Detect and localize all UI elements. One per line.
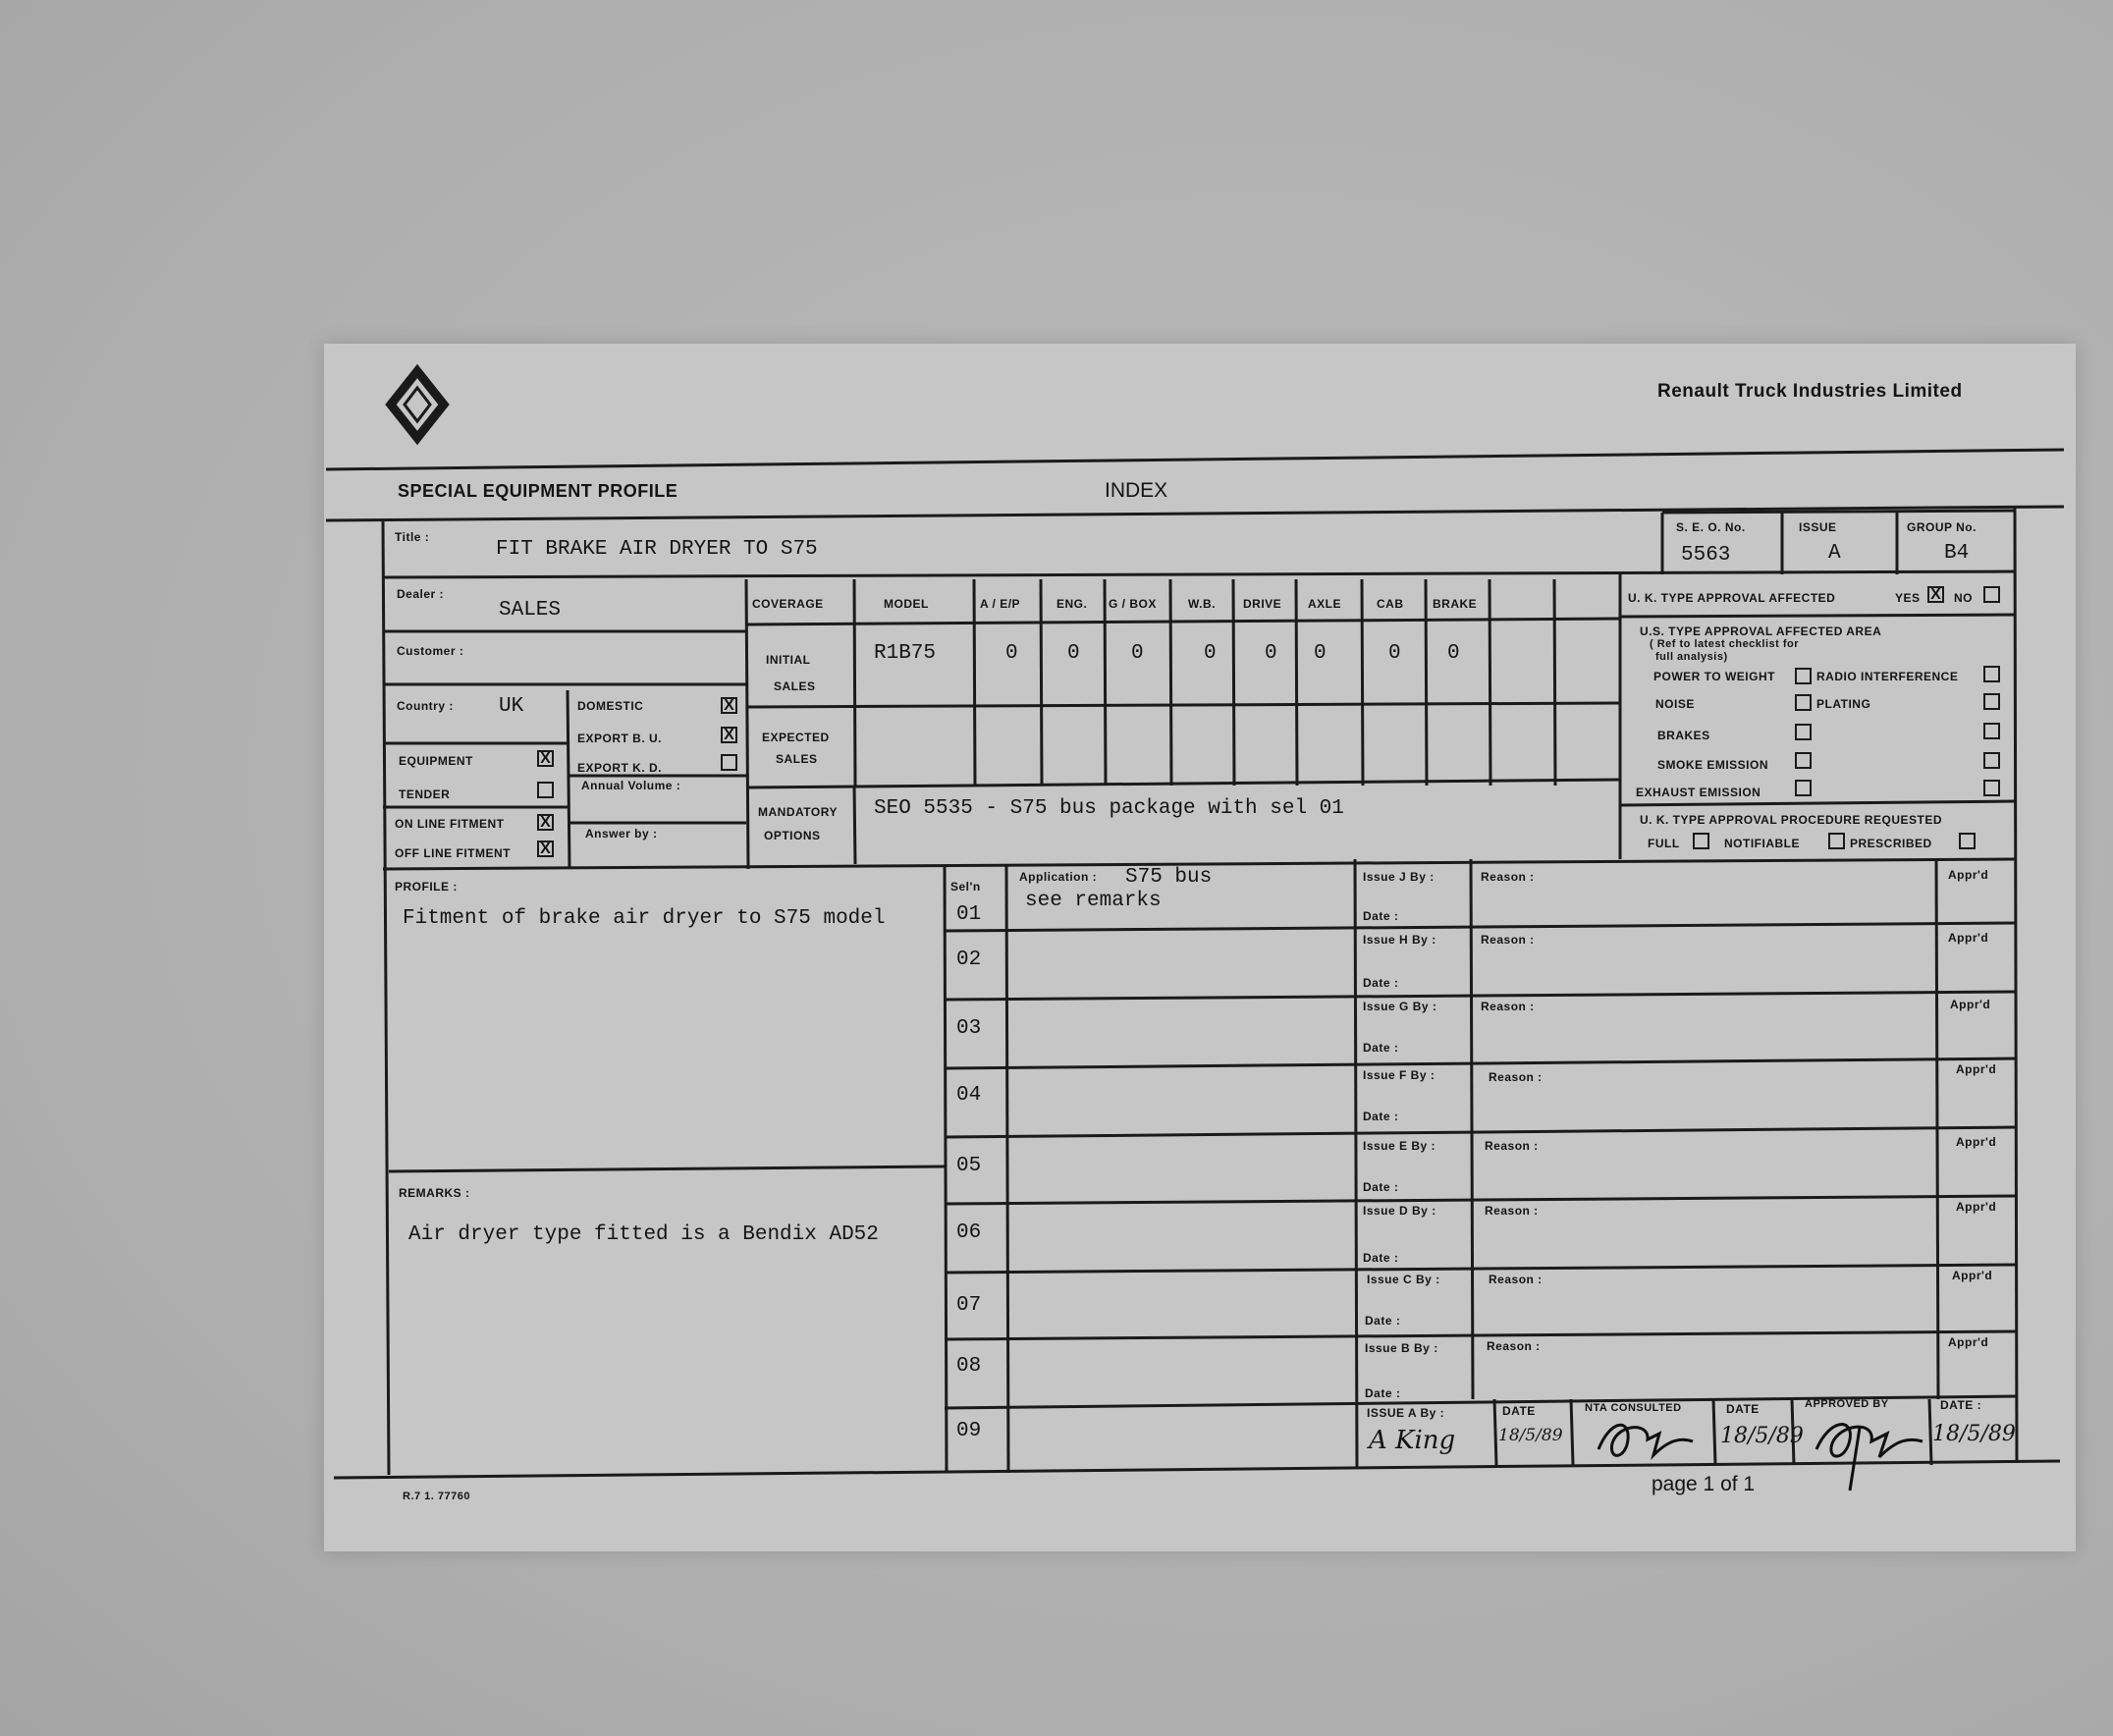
issue-a-label: ISSUE A By : (1367, 1406, 1445, 1420)
title-value: FIT BRAKE AIR DRYER TO S75 (496, 538, 818, 561)
options-label: OPTIONS (764, 829, 821, 842)
nta-signature (1591, 1410, 1699, 1469)
country-label: Country : (397, 699, 454, 713)
sel-02: 02 (956, 949, 982, 971)
full-label: FULL (1648, 837, 1680, 850)
initial-ae-value: 0 (1005, 642, 1018, 665)
us-area-power-label: POWER TO WEIGHT (1653, 670, 1775, 683)
us-area-brakes-checkbox[interactable] (1795, 724, 1812, 740)
uk-no-checkbox[interactable] (1983, 586, 2000, 603)
model-value: R1B75 (874, 642, 937, 665)
answer-by-label: Answer by : (585, 827, 658, 841)
issue-b-reason-label: Reason : (1487, 1339, 1541, 1353)
issue-b-apprd-label: Appr'd (1948, 1335, 1989, 1349)
issue-d-reason-label: Reason : (1485, 1204, 1539, 1218)
issue-b-date-label: Date : (1365, 1386, 1401, 1400)
issue-g-apprd-label: Appr'd (1950, 998, 1991, 1011)
initial-label: INITIAL (766, 653, 811, 667)
country-value: UK (499, 695, 524, 718)
application-value-2: see remarks (1025, 890, 1162, 912)
tender-checkbox[interactable] (537, 782, 554, 798)
footer-ref: R.7 1. 77760 (403, 1491, 470, 1502)
issue-d-label: Issue D By : (1363, 1204, 1436, 1218)
issue-f-date-label: Date : (1363, 1110, 1399, 1123)
issue-h-label: Issue H By : (1363, 933, 1436, 947)
us-area-radio-label: RADIO INTERFERENCE (1816, 670, 1959, 683)
title-label: Title : (395, 530, 430, 544)
approved-signature (1807, 1408, 1929, 1496)
us-area-plating-checkbox[interactable] (1983, 693, 2000, 710)
sel-06: 06 (956, 1221, 982, 1244)
issue-g-date-label: Date : (1363, 1041, 1399, 1055)
issue-c-label: Issue C By : (1367, 1273, 1440, 1286)
date-3-label: DATE : (1940, 1398, 1982, 1412)
initial-drive-value: 0 (1265, 642, 1277, 665)
form-index: INDEX (1105, 479, 1168, 502)
date-2-value: 18/5/89 (1720, 1424, 1804, 1448)
approved-by-label: APPROVED BY (1805, 1398, 1889, 1410)
group-no-value: B4 (1944, 542, 1970, 565)
col-eng: ENG. (1056, 597, 1088, 611)
issue-e-reason-label: Reason : (1485, 1139, 1539, 1153)
seo-no-label: S. E. O. No. (1676, 520, 1746, 534)
us-area-extra-checkbox-1[interactable] (1983, 723, 2000, 739)
mandatory-label: MANDATORY (758, 805, 838, 819)
col-model: MODEL (884, 597, 929, 611)
expected-label: EXPECTED (762, 731, 830, 744)
uk-no-label: NO (1954, 591, 1973, 605)
issue-c-apprd-label: Appr'd (1952, 1269, 1993, 1282)
domestic-checkbox[interactable]: X (721, 697, 737, 714)
issue-e-apprd-label: Appr'd (1956, 1135, 1997, 1149)
issue-j-reason-label: Reason : (1481, 870, 1535, 884)
export-kd-checkbox[interactable] (721, 754, 737, 771)
nta-consulted-label: NTA CONSULTED (1585, 1402, 1682, 1414)
tender-label: TENDER (399, 787, 451, 801)
annual-volume-label: Annual Volume : (581, 779, 681, 792)
remarks-label: REMARKS : (399, 1186, 470, 1200)
dealer-label: Dealer : (397, 587, 445, 601)
initial-eng-value: 0 (1067, 642, 1080, 665)
off-line-label: OFF LINE FITMENT (395, 846, 511, 860)
col-brake: BRAKE (1433, 597, 1478, 611)
issue-c-reason-label: Reason : (1489, 1273, 1543, 1286)
col-wb: W.B. (1188, 597, 1216, 611)
seo-no-value: 5563 (1681, 544, 1731, 567)
export-kd-label: EXPORT K. D. (577, 761, 663, 775)
initial-wb-value: 0 (1204, 642, 1217, 665)
date-2-label: DATE (1726, 1402, 1760, 1416)
notifiable-label: NOTIFIABLE (1724, 837, 1800, 850)
equipment-label: EQUIPMENT (399, 754, 473, 768)
sel-09: 09 (956, 1420, 982, 1442)
remarks-value: Air dryer type fitted is a Bendix AD52 (408, 1223, 879, 1246)
sel-04: 04 (956, 1084, 982, 1107)
col-drive: DRIVE (1243, 597, 1282, 611)
issue-g-reason-label: Reason : (1481, 1000, 1535, 1013)
initial-sales-label: SALES (774, 679, 816, 693)
on-line-label: ON LINE FITMENT (395, 817, 505, 831)
initial-cab-value: 0 (1388, 642, 1401, 665)
sel-03: 03 (956, 1017, 982, 1040)
issue-j-date-label: Date : (1363, 909, 1399, 923)
initial-axle-value: 0 (1314, 642, 1327, 665)
sel-05: 05 (956, 1155, 982, 1177)
issue-g-label: Issue G By : (1363, 1000, 1437, 1013)
prescribed-checkbox[interactable] (1959, 833, 1976, 849)
prescribed-label: PRESCRIBED (1850, 837, 1932, 850)
col-axle: AXLE (1308, 597, 1342, 611)
us-area-noise-checkbox[interactable] (1795, 694, 1812, 711)
form-title: SPECIAL EQUIPMENT PROFILE (398, 481, 678, 501)
initial-gbox-value: 0 (1131, 642, 1144, 665)
domestic-label: DOMESTIC (577, 699, 644, 713)
col-ae: A / E/P (980, 597, 1021, 611)
issue-h-date-label: Date : (1363, 976, 1399, 990)
issue-j-label: Issue J By : (1363, 870, 1435, 884)
us-area-exhaust-label: EXHAUST EMISSION (1636, 786, 1761, 799)
expected-sales-label: SALES (776, 752, 818, 766)
col-cab: CAB (1377, 597, 1404, 611)
uk-affected-label: U. K. TYPE APPROVAL AFFECTED (1628, 591, 1836, 605)
date-3-value: 18/5/89 (1932, 1422, 2016, 1446)
us-area-label: U.S. TYPE APPROVAL AFFECTED AREA (1640, 624, 1882, 638)
page-number: page 1 of 1 (1652, 1473, 1756, 1495)
dealer-value: SALES (499, 599, 562, 622)
us-ref-label: ( Ref to latest checklist for (1650, 638, 1800, 650)
off-line-checkbox[interactable]: X (537, 841, 554, 857)
us-area-extra-checkbox-3[interactable] (1983, 780, 2000, 796)
issue-b-label: Issue B By : (1365, 1341, 1438, 1355)
us-area-plating-label: PLATING (1816, 697, 1871, 711)
issue-d-date-label: Date : (1363, 1251, 1399, 1265)
us-area-noise-label: NOISE (1655, 697, 1695, 711)
full-checkbox[interactable] (1693, 833, 1709, 849)
issue-a-signature: A King (1369, 1426, 1456, 1455)
date-1-label: DATE (1502, 1404, 1536, 1418)
on-line-checkbox[interactable]: X (537, 814, 554, 831)
application-label: Application : (1019, 870, 1098, 884)
uk-yes-label: YES (1895, 591, 1921, 605)
issue-h-apprd-label: Appr'd (1948, 931, 1989, 945)
uk-procedure-label: U. K. TYPE APPROVAL PROCEDURE REQUESTED (1640, 813, 1942, 827)
renault-logo (391, 371, 444, 438)
issue-d-apprd-label: Appr'd (1956, 1200, 1997, 1214)
issue-e-date-label: Date : (1363, 1180, 1399, 1194)
notifiable-checkbox[interactable] (1828, 833, 1845, 849)
us-area-radio-checkbox[interactable] (1983, 666, 2000, 682)
us-area-smoke-label: SMOKE EMISSION (1657, 758, 1769, 772)
col-gbox: G / BOX (1109, 597, 1157, 611)
us-ref-label-2: full analysis) (1655, 651, 1728, 663)
group-no-label: GROUP No. (1907, 520, 1977, 534)
profile-label: PROFILE : (395, 880, 458, 894)
us-area-smoke-checkbox[interactable] (1795, 752, 1812, 769)
issue-label: ISSUE (1799, 520, 1837, 534)
customer-label: Customer : (397, 644, 464, 658)
issue-h-reason-label: Reason : (1481, 933, 1535, 947)
initial-brake-value: 0 (1447, 642, 1460, 665)
issue-f-apprd-label: Appr'd (1956, 1062, 1997, 1076)
sel-07: 07 (956, 1294, 982, 1317)
issue-e-label: Issue E By : (1363, 1139, 1436, 1153)
us-area-extra-checkbox-2[interactable] (1983, 752, 2000, 769)
mandatory-options-value: SEO 5535 - S75 bus package with sel 01 (874, 797, 1344, 820)
equipment-checkbox[interactable]: X (537, 750, 554, 767)
us-area-exhaust-checkbox[interactable] (1795, 780, 1812, 796)
issue-value: A (1828, 542, 1841, 565)
sel-01: 01 (956, 903, 982, 926)
export-bu-label: EXPORT B. U. (577, 732, 663, 745)
company-name: Renault Truck Industries Limited (1657, 381, 1963, 402)
application-value-1: S75 bus (1125, 866, 1213, 889)
issue-j-apprd-label: Appr'd (1948, 868, 1989, 882)
us-area-power-checkbox[interactable] (1795, 668, 1812, 684)
seln-label: Sel'n (950, 880, 981, 894)
export-bu-checkbox[interactable]: X (721, 727, 737, 743)
us-area-brakes-label: BRAKES (1657, 729, 1710, 742)
issue-f-label: Issue F By : (1363, 1068, 1436, 1082)
issue-c-date-label: Date : (1365, 1314, 1401, 1328)
profile-value: Fitment of brake air dryer to S75 model (403, 907, 886, 930)
uk-yes-checkbox[interactable]: X (1927, 586, 1944, 603)
sel-08: 08 (956, 1355, 982, 1378)
coverage-label: COVERAGE (752, 597, 824, 611)
issue-f-reason-label: Reason : (1489, 1070, 1543, 1084)
date-1-value: 18/5/89 (1498, 1426, 1563, 1445)
